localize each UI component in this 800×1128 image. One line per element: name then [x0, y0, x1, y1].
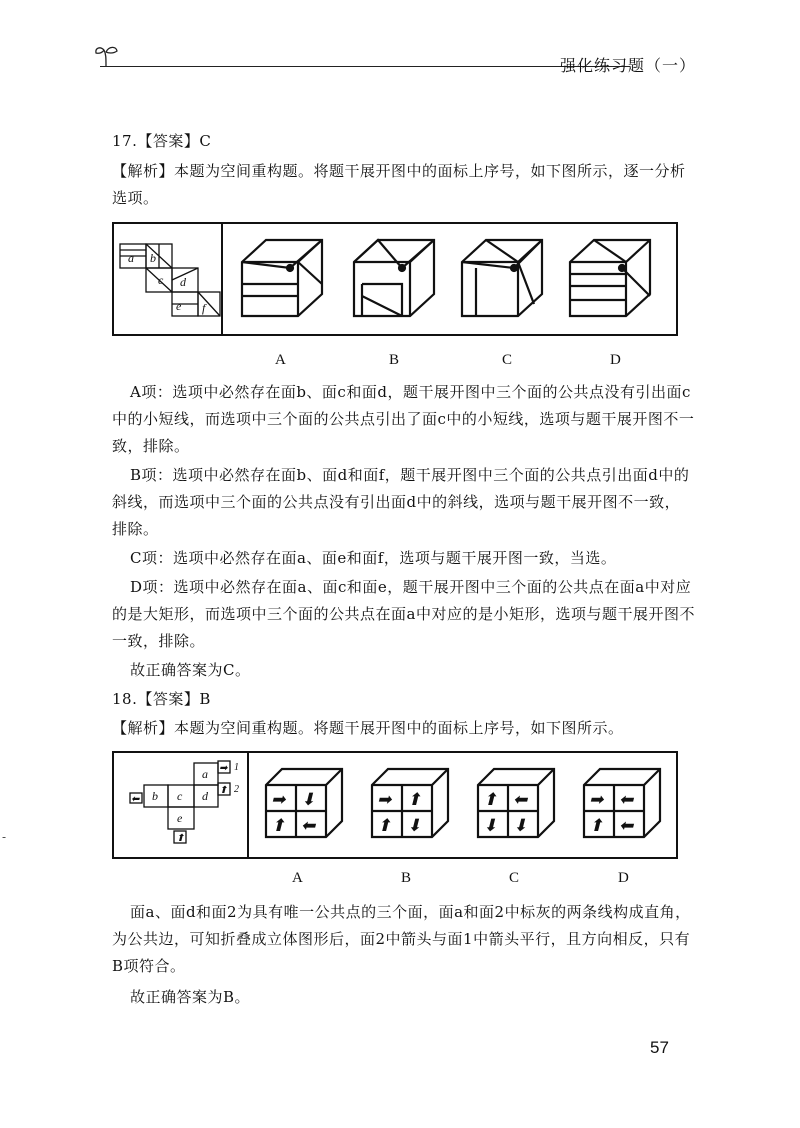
q18-net-face-c: c	[177, 789, 183, 803]
q18-option-label-a: A	[292, 870, 303, 886]
svg-text:⬇: ⬇	[483, 816, 498, 835]
q17-cube-a	[242, 240, 322, 316]
header-title: 强化练习题（一）	[560, 56, 697, 75]
q18-conclusion: 故正确答案为B。	[130, 988, 251, 1006]
q17-figure	[112, 222, 678, 336]
q17-cube-d	[570, 240, 650, 316]
net-face-f: f	[202, 301, 206, 315]
svg-text:⬆: ⬆	[483, 790, 498, 809]
svg-text:⬇: ⬇	[513, 816, 528, 835]
net-face-a: a	[128, 251, 134, 265]
q18-net-face-d: d	[202, 789, 208, 803]
svg-text:⬇: ⬇	[301, 790, 316, 809]
q17-option-label-b: B	[389, 352, 400, 368]
svg-text:⬅: ⬅	[513, 790, 528, 809]
svg-text:⬅: ⬅	[619, 790, 634, 809]
svg-text:⬆: ⬆	[176, 833, 185, 844]
header-rule	[100, 66, 630, 67]
page-number: 57	[650, 1038, 669, 1057]
svg-text:⬅: ⬅	[301, 816, 316, 835]
svg-text:⬆: ⬆	[271, 816, 286, 835]
svg-text:➡: ➡	[589, 790, 604, 809]
q17-option-label-d: D	[610, 352, 621, 368]
svg-text:⬇: ⬇	[407, 816, 422, 835]
svg-text:⬆: ⬆	[219, 785, 228, 796]
q18-net-number-2: 2	[234, 784, 239, 795]
q18-net-face-a: a	[202, 767, 208, 781]
svg-text:⬆: ⬆	[407, 790, 422, 809]
svg-text:➡: ➡	[271, 790, 286, 809]
q17-option-a-analysis: A项：选项中必然存在面b、面c和面d，题干展开图中三个面的公共点没有引出面c中的小短线，而选项中三个面的公共点引出了面c中的小短线，选项与题干展开图不一致，排除。	[112, 383, 695, 455]
q18-option-label-c: C	[509, 870, 520, 886]
net-face-d: d	[180, 275, 186, 289]
svg-text:⬆: ⬆	[589, 816, 604, 835]
q18-net-number-1: 1	[234, 762, 239, 773]
svg-text:➡: ➡	[219, 763, 228, 774]
q17-option-c-analysis: C项：选项中必然存在面a、面e和面f，选项与题干展开图一致，当选。	[130, 549, 617, 567]
svg-text:⬅: ⬅	[131, 794, 140, 805]
q18-option-label-d: D	[618, 870, 629, 886]
q18-net-face-e: e	[177, 811, 183, 825]
q17-cube-c	[462, 240, 542, 316]
q17-option-b-analysis: B项：选项中必然存在面b、面d和面f，题干展开图中三个面的公共点引出面d中的斜线，而选项中三个面的公共点没有引出面d中的斜线，选项与题干展开图不一致，排除。	[112, 466, 690, 538]
q17-analysis: 【解析】本题为空间重构题。将题干展开图中的面标上序号，如下图所示，逐一分析选项。	[112, 162, 686, 207]
q17-option-label-a: A	[275, 352, 286, 368]
q18-figure	[112, 751, 678, 859]
q17-option-label-c: C	[502, 352, 513, 368]
q17-conclusion: 故正确答案为C。	[130, 661, 251, 679]
svg-text:⬆: ⬆	[377, 816, 392, 835]
svg-text:⬅: ⬅	[619, 816, 634, 835]
net-face-e: e	[176, 299, 182, 313]
q18-analysis: 【解析】本题为空间重构题。将题干展开图中的面标上序号，如下图所示。	[112, 719, 624, 737]
q18-net-face-b: b	[152, 789, 158, 803]
q18-explanation: 面a、面d和面2为具有唯一公共点的三个面，面a和面2中标灰的两条线构成直角，为公共边，可知折叠成立体图形后，面2中箭头与面1中箭头平行，且方向相反，只有B项符合。	[112, 903, 691, 975]
q18-answer: 18.【答案】B	[112, 690, 211, 708]
q17-answer: 17.【答案】C	[112, 132, 212, 150]
svg-text:➡: ➡	[377, 790, 392, 809]
net-face-c: c	[158, 273, 164, 287]
net-face-b: b	[150, 251, 156, 265]
q17-option-d-analysis: D项：选项中必然存在面a、面c和面e，题干展开图中三个面的公共点在面a中对应的是大矩形，而选项中三个面的公共点在面a中对应的是小矩形，选项与题干展开图不一致，排除。	[112, 578, 695, 650]
q17-cube-b	[354, 240, 434, 316]
q18-option-label-b: B	[401, 870, 412, 886]
margin-tick: -	[2, 830, 7, 844]
